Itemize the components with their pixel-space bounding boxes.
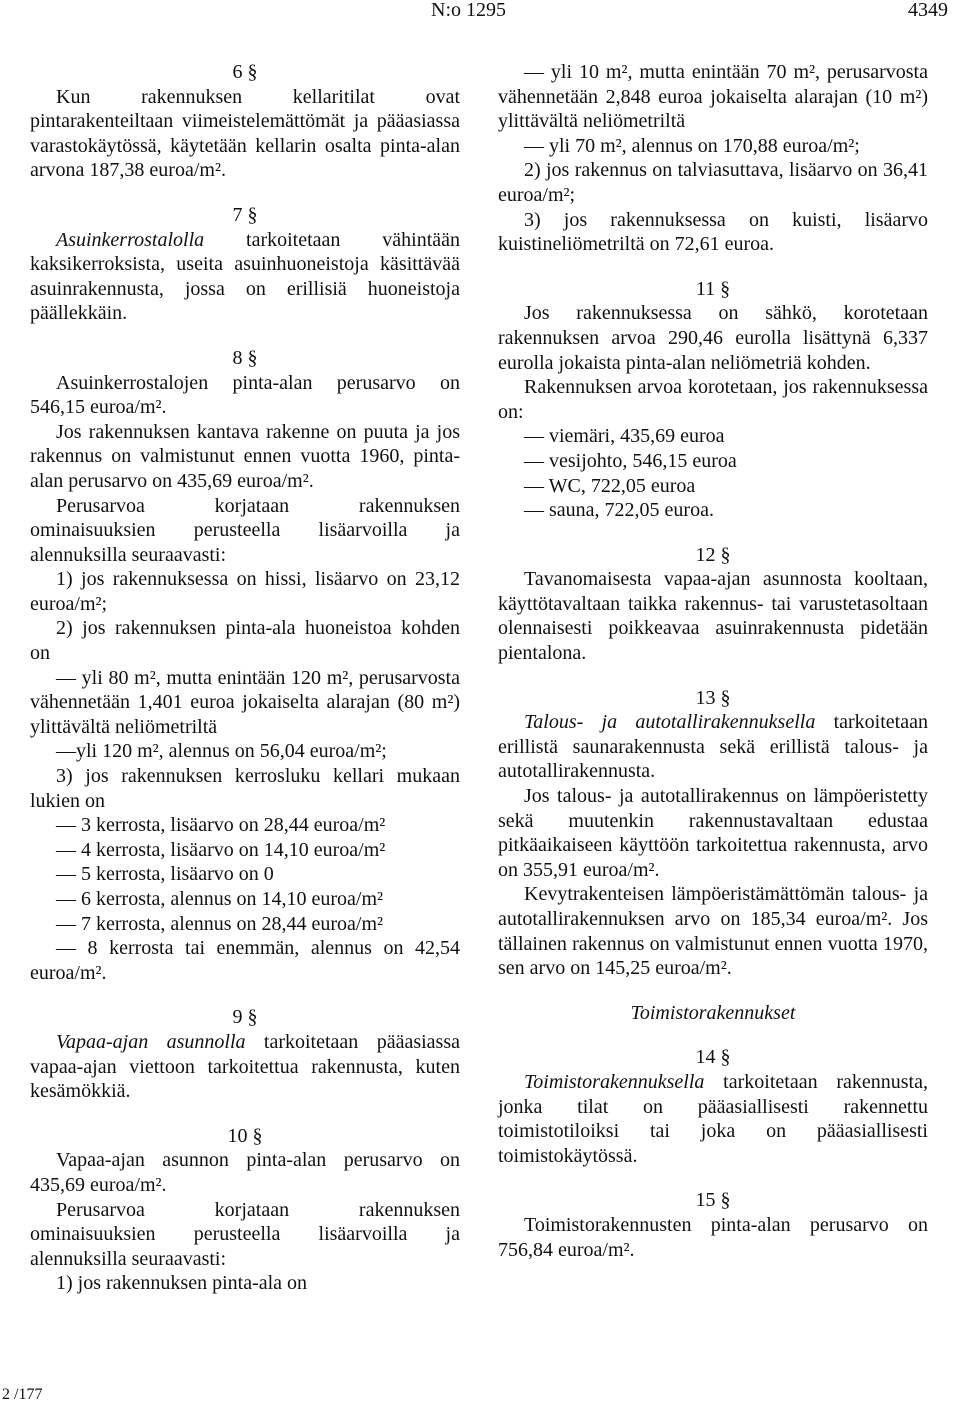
section-15-number: 15 § (695, 1189, 731, 1212)
section-8-number: 8 § (232, 346, 258, 369)
right-column (498, 60, 928, 1262)
section-8-paragraph: Asuinkerrostalojen pinta-alan perusarvo on 546,15 euroa/m². (30, 371, 460, 419)
section-8-item: — 6 kerrosta, alennus on 14,10 euroa/m² (56, 888, 384, 910)
section-10-number: 10 § (227, 1124, 263, 1147)
section-10-paragraph: Vapaa-ajan asunnon pinta-alan perusarvo on 435,69 euroa/m². (30, 1149, 460, 1196)
section-9-number: 9 § (232, 1006, 258, 1029)
section-8-item: — yli 80 m², mutta enintään 120 m², perusarvosta vähennetään 1,401 euroa jokaiselta alarajan (80 m²) ylittävältä neliömetriltä (30, 666, 460, 738)
section-14-body: tarkoitetaan rakennusta, jonka tilat on pääasiallisesti rakennettu toimistotiloiksi tai joka on pääasiallisesti toimistokäytössä. (498, 1070, 928, 1167)
section-8-paragraph: Jos rakennuksen kantava rakenne on puuta ja jos rakennus on valmistunut ennen vuotta 1960, pinta-alan perusarvo on 435,69 euroa/m². (30, 420, 460, 492)
section-8-item: 1) jos rakennuksessa on hissi, lisäarvo on 23,12 euroa/m²; (30, 568, 460, 615)
section-10-item: 1) jos rakennuksen pinta-ala on (56, 1272, 308, 1295)
section-8-item: —yli 120 m², alennus on 56,04 euroa/m²; (56, 740, 387, 763)
section-7-number: 7 § (232, 203, 258, 226)
section-9-text (30, 1030, 460, 1104)
section-11-item: — WC, 722,05 euroa (524, 474, 696, 497)
section-8-item: — 7 kerrosta, alennus on 28,44 euroa/m² (56, 912, 384, 935)
section-10-continued-item: 2) jos rakennus on talviasuttava, lisäarvo on 36,41 euroa/m²; (498, 159, 928, 206)
section-11-paragraph: Rakennuksen arvoa korotetaan, jos rakennuksessa on: (498, 376, 928, 423)
section-8-item: 2) jos rakennuksen pinta-ala huoneistoa kohden on (30, 617, 460, 665)
section-8-item: — 5 kerrosta, lisäarvo on 0 (56, 863, 274, 886)
section-11-item: — vesijohto, 546,15 euroa (524, 449, 737, 472)
section-10-paragraph: Perusarvoa korjataan rakennuksen ominaisuuksien perusteella lisäarvoilla ja alennuksilla seuraavasti: (30, 1198, 460, 1270)
section-12-number: 12 § (695, 543, 731, 566)
section-9-body: tarkoitetaan pääasiassa vapaa-ajan viettoon tarkoitettua rakennusta, kuten kesämökkiä. (30, 1030, 460, 1103)
section-8-item: 3) jos rakennuksen kerrosluku kellari mukaan lukien on (30, 765, 460, 812)
section-13-paragraph: Jos talous- ja autotallirakennus on lämpöeristetty sekä muutenkin rakennustavaltaan edustaa pitkäaikaiseen käyttöön tarkoitettua rakennusta, arvo on 355,91 euroa/m². (498, 785, 928, 881)
section-10-continued-item: — yli 70 m², alennus on 170,88 euroa/m²; (524, 134, 860, 157)
section-10-continued-item: 3) jos rakennuksessa on kuisti, lisäarvo kuistineliömetriltä on 72,61 euroa. (498, 208, 928, 256)
section-11-item: — viemäri, 435,69 euroa (524, 425, 725, 448)
section-13-paragraph: Kevytrakenteisen lämpöeristämättömän talous- ja autotallirakennuksen arvo on 185,34 euroa/m². Jos tällainen rakennus on valmistunut ennen vuotta 1970, sen arvo on 145,25 euroa/m². (498, 883, 928, 980)
section-6-number: 6 § (232, 61, 258, 83)
section-7-body: tarkoitetaan vähintään kaksikerroksista, useita asuinhuoneistoja käsittävää asuinrakennusta, jossa on erillisiä huoneistoja päällekkäin. (30, 228, 460, 325)
section-12-text: Tavanomaisesta vapaa-ajan asunnosta kooltaan, käyttötavaltaan taikka rakennus- tai varustetasoltaan olennaisesti poikkeavaa asuinrakennusta pidetään pientalona. (498, 568, 928, 665)
section-15-text: Toimistorakennusten pinta-alan perusarvo on 756,84 euroa/m². (498, 1213, 928, 1261)
left-column (30, 60, 460, 1296)
section-11-item: — sauna, 722,05 euroa. (524, 499, 714, 522)
section-8-item: — 8 kerrosta tai enemmän, alennus on 42,54 euroa/m². (30, 937, 460, 984)
section-8-paragraph: Perusarvoa korjataan rakennuksen ominaisuuksien perusteella lisäarvoilla ja alennuksilla seuraavasti: (30, 494, 460, 566)
section-11-paragraph: Jos rakennuksessa on sähkö, korotetaan rakennuksen arvoa 290,46 eurolla lisättynä 6,337 eurolla jokaista pinta-alan neliömetriä kohden. (498, 302, 928, 374)
section-11-number: 11 § (695, 277, 731, 300)
page-number: 4349 (908, 0, 948, 21)
section-8-item: — 4 kerrosta, lisäarvo on 14,10 euroa/m² (56, 838, 386, 861)
section-14-text (498, 1070, 928, 1168)
footer-code: 2 /177 (2, 1386, 43, 1403)
section-10-continued-item: — yli 10 m², mutta enintään 70 m², perusarvosta vähennetään 2,848 euroa jokaiselta alarajan (10 m²) ylittävältä neliömetriltä (498, 61, 928, 133)
section-14-term: Toimistorakennuksella (524, 1070, 705, 1093)
section-13-text (498, 710, 928, 784)
section-7-text (30, 228, 460, 326)
section-9-term: Vapaa-ajan asunnolla (56, 1030, 246, 1053)
section-8-item: — 3 kerrosta, lisäarvo on 28,44 euroa/m² (56, 814, 386, 837)
journal-number: N:o 1295 (431, 0, 506, 21)
section-13-term: Talous- ja autotallirakennuksella (524, 711, 816, 734)
section-14-number: 14 § (695, 1046, 731, 1069)
section-6-text: Kun rakennuksen kellaritilat ovat pintarakenteiltaan viimeistelemättömät ja pääasiassa varastokäytössä, käytetään kellarin osalta pinta-alan arvona 187,38 euroa/m². (30, 85, 460, 182)
section-13-number: 13 § (695, 686, 731, 709)
section-13-body: tarkoitetaan erillistä saunarakennusta sekä erillistä talous- ja autotallirakennusta. (498, 711, 928, 783)
chapter-heading: Toimistorakennukset (630, 1001, 796, 1024)
section-7-term: Asuinkerrostalolla (56, 228, 205, 251)
